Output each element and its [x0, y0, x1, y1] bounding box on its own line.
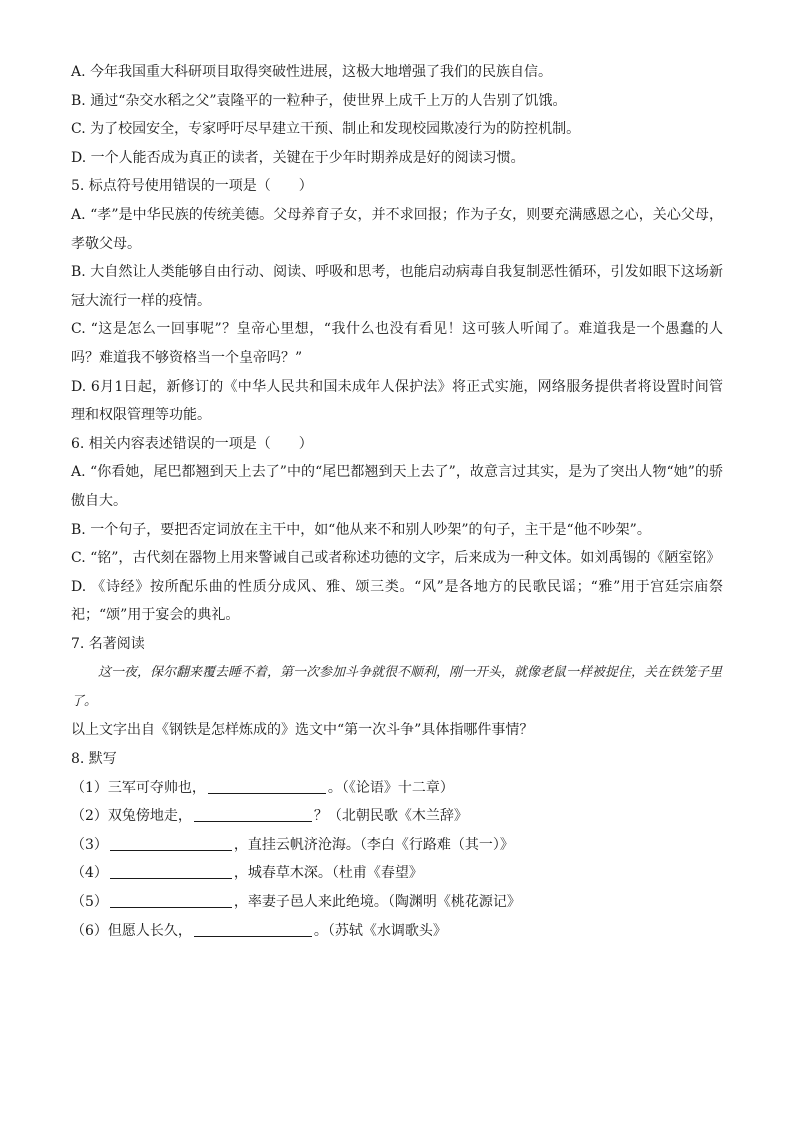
q8-item-3	[71, 831, 723, 860]
q4-option-b: B. 通过“杂交水稻之父”袁隆平的一粒种子，使世界上成千上万的人告别了饥饿。	[71, 92, 567, 109]
q8-item-6-prefix: （6）但愿人长久，	[71, 922, 192, 939]
q6-option-c: C. “铭”，古代刻在器物上用来警诫自己或者称述功德的文字，后来成为一种文体。如刘禹锡的《陋室铭》	[71, 550, 721, 567]
q4-option-d: D. 一个人能否成为真正的读者，关键在于少年时期养成是好的阅读习惯。	[71, 149, 525, 166]
q8-item-6-suffix: 。（苏轼《水调歌头》	[313, 922, 447, 939]
q7-question: 以上文字出自《钢铁是怎样炼成的》选文中“第一次斗争”具体指哪件事情？	[71, 722, 534, 739]
q8-item-4-blank[interactable]	[110, 864, 232, 879]
q8-item-2	[71, 802, 723, 831]
q8-item-5-prefix: （5）	[71, 894, 108, 911]
q8-item-3-suffix: ，直挂云帆济沧海。（李白《行路难（其一）》	[233, 836, 514, 853]
question-6	[71, 430, 723, 630]
q7-excerpt: 这一夜，保尔翻来覆去睡不着，第一次参加斗争就很不顺利，刚一开头，就像老鼠一样被捉住，关在铁笼子里了。	[71, 665, 723, 710]
q5-stem: 5. 标点符号使用错误的一项是（ ）	[71, 178, 313, 195]
q6-option-a: A. “你看她，尾巴都翘到天上去了”中的“尾巴都翘到天上去了”，故意言过其实，是为了突出人物“她”的骄傲自大。	[71, 464, 723, 509]
q8-item-1-suffix: 。（《论语》十二章）	[327, 779, 454, 796]
question-4-options	[71, 58, 723, 172]
q4-option-c: C. 为了校园安全，专家呼吁尽早建立干预、制止和发现校园欺凌行为的防控机制。	[71, 121, 581, 138]
q8-title: 8. 默写	[71, 751, 117, 768]
q6-stem: 6. 相关内容表述错误的一项是（ ）	[71, 435, 313, 452]
q7-title: 7. 名著阅读	[71, 635, 145, 652]
q6-option-b: B. 一个句子，要把否定词放在主干中，如“他从来不和别人吵架”的句子，主干是“他不吵架”。	[71, 521, 651, 538]
q8-item-3-prefix: （3）	[71, 836, 108, 853]
q8-item-4-prefix: （4）	[71, 865, 108, 882]
q8-item-4	[71, 859, 723, 888]
q8-item-5-suffix: ，率妻子邑人来此绝境。（陶渊明《桃花源记》	[233, 894, 521, 911]
exam-page	[71, 58, 723, 945]
q6-option-d: D. 《诗经》按所配乐曲的性质分成风、雅、颂三类。“风”是各地方的民歌民谣；“雅”用于宫廷宗庙祭祀；“颂”用于宴会的典礼。	[71, 578, 723, 624]
q5-option-b: B. 大自然让人类能够自由行动、阅读、呼吸和思考，也能启动病毒自我复制恶性循环，引发如眼下这场新冠大流行一样的疫情。	[71, 264, 723, 309]
q8-item-1-prefix: （1）三军可夺帅也，	[71, 779, 206, 796]
q8-item-4-suffix: ，城春草木深。（杜甫《春望》	[233, 865, 423, 882]
q5-option-c: C. “这是怎么一回事呢”？皇帝心里想，“我什么也没有看见！这可骇人听闻了。难道我是一个愚蠢的人吗？难道我不够资格当一个皇帝吗？”	[71, 321, 723, 366]
q8-item-5	[71, 888, 723, 917]
q5-option-a: A. “孝”是中华民族的传统美德。父母养育子女，并不求回报；作为子女，则要充满感恩之心，关心父母，孝敬父母。	[71, 206, 723, 252]
q8-item-2-suffix: ？（北朝民歌《木兰辞》	[313, 808, 468, 825]
q8-item-3-blank[interactable]	[110, 836, 232, 851]
question-7	[71, 630, 723, 745]
q5-option-d: D. 6月1日起，新修订的《中华人民共和国未成年人保护法》将正式实施，网络服务提供者将设置时间管理和权限管理等功能。	[71, 378, 723, 424]
q8-item-6	[71, 917, 723, 946]
q8-item-2-blank[interactable]	[194, 807, 312, 822]
q4-option-a: A. 今年我国重大科研项目取得突破性进展，这极大地增强了我们的民族自信。	[71, 64, 553, 80]
question-5	[71, 172, 723, 429]
q8-item-2-prefix: （2）双兔傍地走，	[71, 808, 192, 825]
q8-item-6-blank[interactable]	[194, 922, 312, 937]
q8-item-5-blank[interactable]	[110, 893, 232, 908]
question-8	[71, 745, 723, 945]
q8-item-1-blank[interactable]	[208, 779, 326, 794]
q8-item-1	[71, 774, 723, 803]
